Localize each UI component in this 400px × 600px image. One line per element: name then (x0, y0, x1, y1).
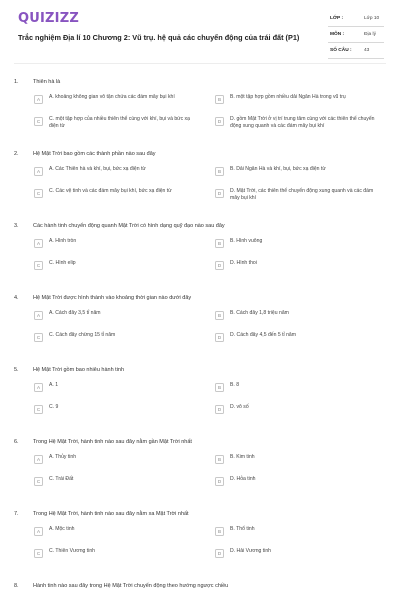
answer-option[interactable] (34, 310, 215, 332)
option-letter-box: D (215, 189, 224, 198)
option-text: B. Hình vuông (230, 238, 263, 244)
question-header (14, 216, 390, 238)
answer-option[interactable] (215, 548, 390, 570)
option-text: D. Hình thoi (230, 260, 257, 266)
option-letter-box: D (215, 549, 224, 558)
answer-option[interactable] (215, 526, 390, 548)
answer-option[interactable] (215, 382, 390, 404)
option-letter-box: A (34, 383, 43, 392)
option-text: A. Mộc tinh (49, 526, 75, 532)
question-text: Thiên hà là (33, 79, 61, 85)
option-text: A. Cách đây 3,5 tỉ năm (49, 310, 101, 316)
answer-option[interactable] (34, 548, 215, 570)
answer-option[interactable] (34, 166, 215, 188)
answer-option[interactable] (34, 332, 215, 354)
option-letter-box: B (215, 383, 224, 392)
answer-option[interactable] (215, 94, 390, 116)
option-letter-box: B (215, 239, 224, 248)
answer-option[interactable] (34, 382, 215, 404)
option-letter-box: B (215, 455, 224, 464)
question-number: 6. (14, 439, 19, 445)
option-letter-box: D (215, 405, 224, 414)
answer-option[interactable] (34, 526, 215, 548)
option-text: A. khoảng không gian vô tận chứa các đám mây bụi khí (49, 94, 175, 100)
question-text: Trong Hệ Mặt Trời, hành tinh nào sau đây nằm gần Mặt Trời nhất (33, 439, 192, 445)
meta-value: Lớp 10 (364, 16, 380, 21)
option-letter-box: C (34, 477, 43, 486)
option-letter-box: C (34, 405, 43, 414)
meta-label: LỚP : (330, 16, 344, 21)
question-item (14, 504, 390, 576)
question-number: 3. (14, 223, 19, 229)
question-number: 2. (14, 151, 19, 157)
answer-option[interactable] (215, 116, 390, 138)
worksheet-title: Trắc nghiệm Địa lí 10 Chương 2: Vũ trụ. hệ quả các chuyển động của trái đất (P1) (18, 33, 300, 42)
option-text: A. Thủy tinh (49, 454, 77, 460)
answer-option[interactable] (34, 188, 215, 210)
question-item (14, 216, 390, 288)
header-divider (14, 63, 386, 64)
option-letter-box: C (34, 117, 43, 126)
answer-option[interactable] (215, 454, 390, 476)
question-number: 1. (14, 79, 19, 85)
option-letter-box: D (215, 117, 224, 126)
meta-value: 43 (364, 48, 370, 53)
question-number: 4. (14, 295, 19, 301)
question-header (14, 288, 390, 310)
answer-option[interactable] (215, 238, 390, 260)
answer-options (34, 526, 390, 570)
question-item (14, 72, 390, 144)
option-text: C. Các vệ tinh và các đám mây bụi khí, bức xạ điện từ (49, 188, 172, 194)
option-letter-box: C (34, 333, 43, 342)
question-text: Hệ Mặt Trời bao gồm các thành phần nào sau đây (33, 151, 156, 157)
option-letter-box: D (215, 333, 224, 342)
answer-options (34, 382, 390, 426)
question-item (14, 144, 390, 216)
answer-option[interactable] (215, 404, 390, 426)
question-text: Hành tinh nào sau đây trong Hệ Mặt Trời chuyển động theo hướng ngược chiều (33, 583, 229, 589)
meta-label: SỐ CÂU : (330, 48, 352, 53)
option-text: C. Trái Đất (49, 476, 74, 482)
question-number: 5. (14, 367, 19, 373)
answer-option[interactable] (34, 476, 215, 498)
option-text: A. Hình tròn (49, 238, 77, 244)
option-text: B. một tập hợp gồm nhiều dải Ngân Hà trong vũ trụ (230, 94, 346, 100)
option-letter-box: D (215, 261, 224, 270)
question-number: 8. (14, 583, 19, 589)
answer-option[interactable] (215, 310, 390, 332)
question-text: Hệ Mặt Trời gồm bao nhiêu hành tinh (33, 367, 125, 373)
question-list (0, 72, 400, 598)
meta-row-class (328, 12, 384, 27)
answer-option[interactable] (34, 260, 215, 282)
question-item (14, 288, 390, 360)
question-header (14, 360, 390, 382)
option-letter-box: B (215, 527, 224, 536)
option-letter-box: B (215, 311, 224, 320)
option-text: A. 1 (49, 382, 59, 388)
answer-option[interactable] (34, 238, 215, 260)
option-text: C. Thiên Vương tinh (49, 548, 96, 554)
option-letter-box: D (215, 477, 224, 486)
option-letter-box: B (215, 95, 224, 104)
answer-option[interactable] (215, 260, 390, 282)
answer-option[interactable] (215, 166, 390, 188)
question-header (14, 72, 390, 94)
answer-option[interactable] (34, 454, 215, 476)
option-text: D. Hỏa tinh (230, 476, 256, 482)
option-letter-box: C (34, 549, 43, 558)
question-item (14, 576, 390, 598)
option-letter-box: A (34, 455, 43, 464)
question-text: Hệ Mặt Trời được hình thành vào khoảng thời gian nào dưới đây (33, 295, 192, 301)
meta-row-subject (328, 28, 384, 43)
answer-option[interactable] (215, 188, 390, 210)
option-text: C. Cách đây chừng 15 tỉ năm (49, 332, 116, 338)
option-letter-box: B (215, 167, 224, 176)
question-header (14, 144, 390, 166)
option-letter-box: A (34, 239, 43, 248)
question-item (14, 432, 390, 504)
option-letter-box: A (34, 167, 43, 176)
answer-option[interactable] (215, 476, 390, 498)
question-header (14, 432, 390, 454)
meta-value: Địa lý (364, 32, 376, 37)
answer-option[interactable] (34, 116, 215, 138)
answer-option[interactable] (34, 404, 215, 426)
option-letter-box: C (34, 189, 43, 198)
question-text: Các hành tinh chuyển động quanh Mặt Trời có hình dạng quỹ đạo nào sau đây (33, 223, 225, 229)
answer-options (34, 310, 390, 354)
option-text: C. Hình elip (49, 260, 76, 266)
option-text: A. Các Thiên hà và khí, bụi, bức xạ điện từ (49, 166, 146, 172)
option-letter-box: C (34, 261, 43, 270)
question-text: Trong Hệ Mặt Trời, hành tinh nào sau đây nằm xa Mặt Trời nhất (33, 511, 189, 517)
question-header (14, 576, 390, 598)
quizizz-logo[interactable]: QUIZIZZ (18, 11, 79, 26)
option-text: D. Hải Vương tinh (230, 548, 272, 554)
answer-options (34, 166, 390, 210)
option-text: B. 8 (230, 382, 240, 388)
option-text: D. Cách đây 4,5 đến 5 tỉ năm (230, 332, 296, 338)
answer-options (34, 238, 390, 282)
option-text: B. Kim tinh (230, 454, 255, 460)
option-letter-box: A (34, 311, 43, 320)
option-letter-box: A (34, 527, 43, 536)
option-text: D. vô số (230, 404, 249, 410)
worksheet-header (0, 0, 400, 64)
question-number: 7. (14, 511, 19, 517)
answer-option[interactable] (215, 332, 390, 354)
question-header (14, 504, 390, 526)
answer-options (34, 454, 390, 498)
option-text: B. Cách đây 1,8 triệu năm (230, 310, 289, 316)
option-text: D. gồm Mặt Trời ở vị trí trung tâm cùng với các thiên thể chuyển động xung quanh và các đám mây bụi khí (230, 116, 375, 130)
option-text: B. Dải Ngân Hà và khí, bụi, bức xạ điện từ (230, 166, 326, 172)
meta-row-question-count (328, 44, 384, 59)
answer-option[interactable] (34, 94, 215, 116)
option-text: C. một tập hợp của nhiều thiên thể cùng với khí, bụi và bức xạ điện từ (49, 116, 190, 130)
answer-options (34, 94, 390, 138)
option-text: B. Thổ tinh (230, 526, 255, 532)
meta-label: MÔN : (330, 32, 345, 37)
option-letter-box: A (34, 95, 43, 104)
worksheet-meta (328, 12, 384, 60)
option-text: C. 9 (49, 404, 59, 410)
option-text: D. Mặt Trời, các thiên thể chuyển động xung quanh và các đám mây bụi khí (230, 188, 374, 202)
question-item (14, 360, 390, 432)
